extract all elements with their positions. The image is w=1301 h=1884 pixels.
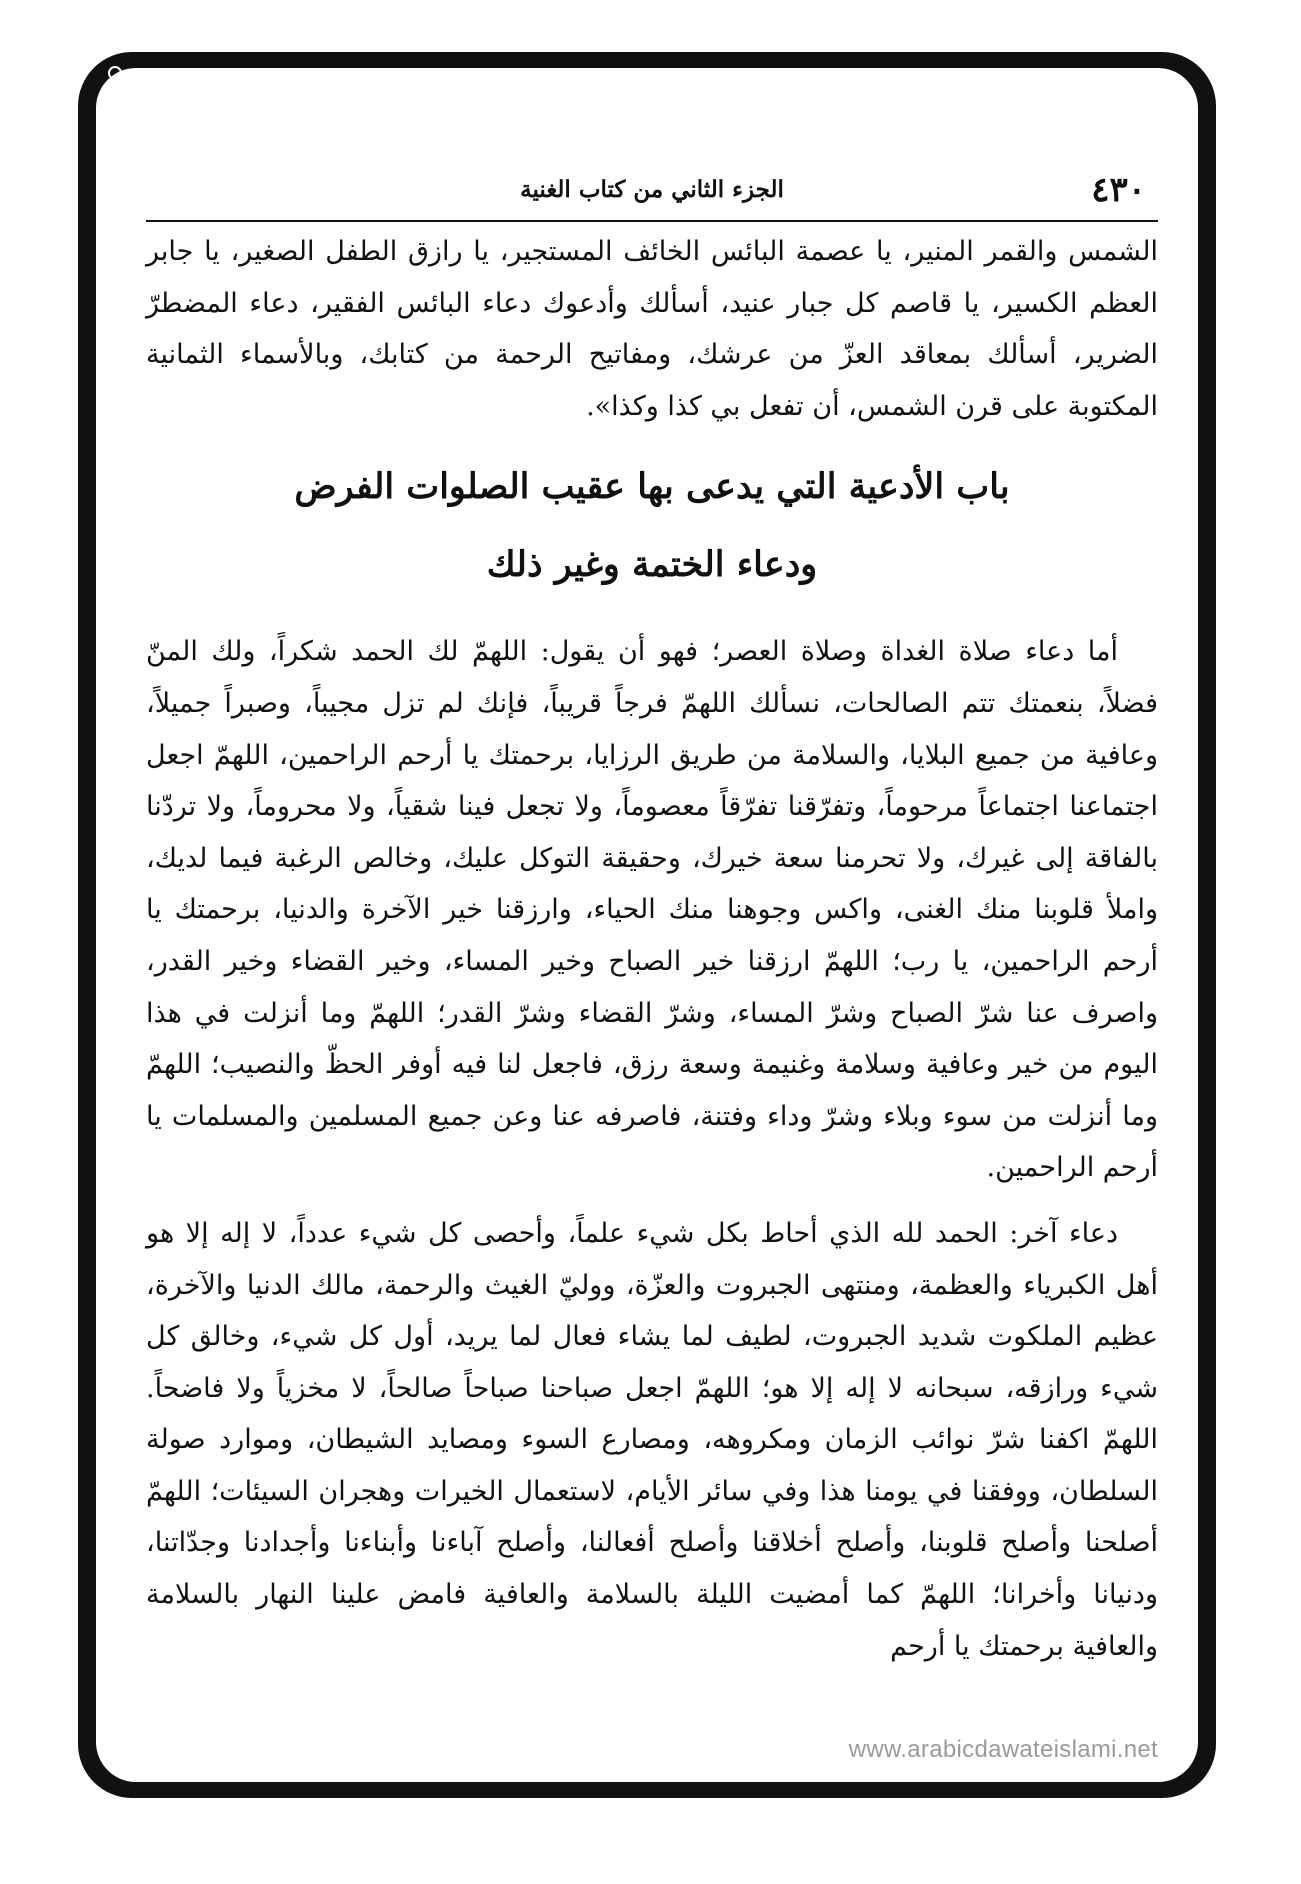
page-header (146, 166, 1158, 222)
paragraph-continued: الشمس والقمر المنير، يا عصمة البائس الخائف المستجير، يا رازق الطفل الصغير، يا جابر العظم الكسير، يا قاصم كل جبار عنيد، أسألك وأدعوك دعاء البائس الفقير، دعاء المضطرّ الضرير، أسألك بمعاقد العزّ من عرشك، ومفاتيح الرحمة من كتابك، وبالأسماء الثمانية المكتوبة على قرن الشمس، أن تفعل بي كذا وكذا». (146, 236, 1158, 422)
section-title (146, 448, 1158, 604)
paragraph-morning-prayer: أما دعاء صلاة الغداة وصلاة العصر؛ فهو أن يقول: اللهمّ لك الحمد شكراً، ولك المنّ فضلاً، بنعمتك تتم الصالحات، نسألك اللهمّ فرجاً قريباً، فإنك لم تزل مجيباً، وصبراً جميلاً، وعافية من جميع البلايا، والسلامة من طريق الرزايا، برحمتك يا أرحم الراحمين، اللهمّ اجعل اجتماعنا اجتماعاً مرحوماً، وتفرّقنا تفرّقاً معصوماً، ولا تجعل فينا شقياً، ولا محروماً، ولا تردّنا بالفاقة إلى غيرك، ولا تحرمنا سعة خيرك، وحقيقة التوكل عليك، وخالص الرغبة فيما لديك، واملأ قلوبنا منك الغنى، واكس وجوهنا منك الحياء، وارزقنا خير الآخرة والدنيا، برحمتك يا أرحم الراحمين، يا رب؛ اللهمّ ارزقنا خير الصباح وخير المساء، وخير القضاء وخير القدر، واصرف عنا شرّ الصباح وشرّ المساء، وشرّ القضاء وشرّ القدر؛ اللهمّ وما أنزلت في هذا اليوم من خير وعافية وسلامة وغنيمة وسعة رزق، فاجعل لنا فيه أوفر الحظّ والنصيب؛ اللهمّ وما أنزلت من سوء وبلاء وشرّ وداء وفتنة، فاصرفه عنا وعن جميع المسلمين والمسلمات يا أرحم الراحمين. (146, 636, 1158, 1184)
page-body (146, 226, 1158, 1672)
watermark: www.arabicdawateislami.net (848, 1736, 1158, 1763)
section-title-line-2: ودعاء الختمة وغير ذلك (486, 544, 818, 586)
corner-circle-icon (108, 66, 122, 80)
paragraph-gap (146, 1194, 1158, 1208)
paragraph-another-prayer: دعاء آخر: الحمد لله الذي أحاط بكل شيء علماً، وأحصى كل شيء عدداً، لا إله إلا هو أهل الكبرياء والعظمة، ومنتهى الجبروت والعزّة، ووليّ الغيث والرحمة، مالك الدنيا والآخرة، عظيم الملكوت شديد الجبروت، لطيف لما يشاء فعال لما يريد، أول كل شيء، وخالق كل شيء ورازقه، سبحانه لا إله إلا هو؛ اللهمّ اجعل صباحنا صباحاً صالحاً، لا مخزياً ولا فاضحاً. اللهمّ اكفنا شرّ نوائب الزمان ومكروهه، ومصارع السوء ومصايد الشيطان، وموارد صولة السلطان، ووفقنا في يومنا هذا وفي سائر الأيام، لاستعمال الخيرات وهجران السيئات؛ اللهمّ أصلحنا وأصلح قلوبنا، وأصلح أخلاقنا وأصلح أفعالنا، وأصلح آباءنا وأبناءنا وأجدادنا وجدّاتنا، ودنيانا وأخرانا؛ اللهمّ كما أمضيت الليلة بالسلامة والعافية فامض علينا النهار بالسلامة والعافية برحمتك يا أرحم (146, 1217, 1158, 1662)
running-title: الجزء الثاني من كتاب الغنية (520, 176, 784, 203)
page-number: ٤٣٠ (1091, 170, 1146, 210)
section-title-line-1: باب الأدعية التي يدعى بها عقيب الصلوات الفرض (294, 466, 1010, 508)
